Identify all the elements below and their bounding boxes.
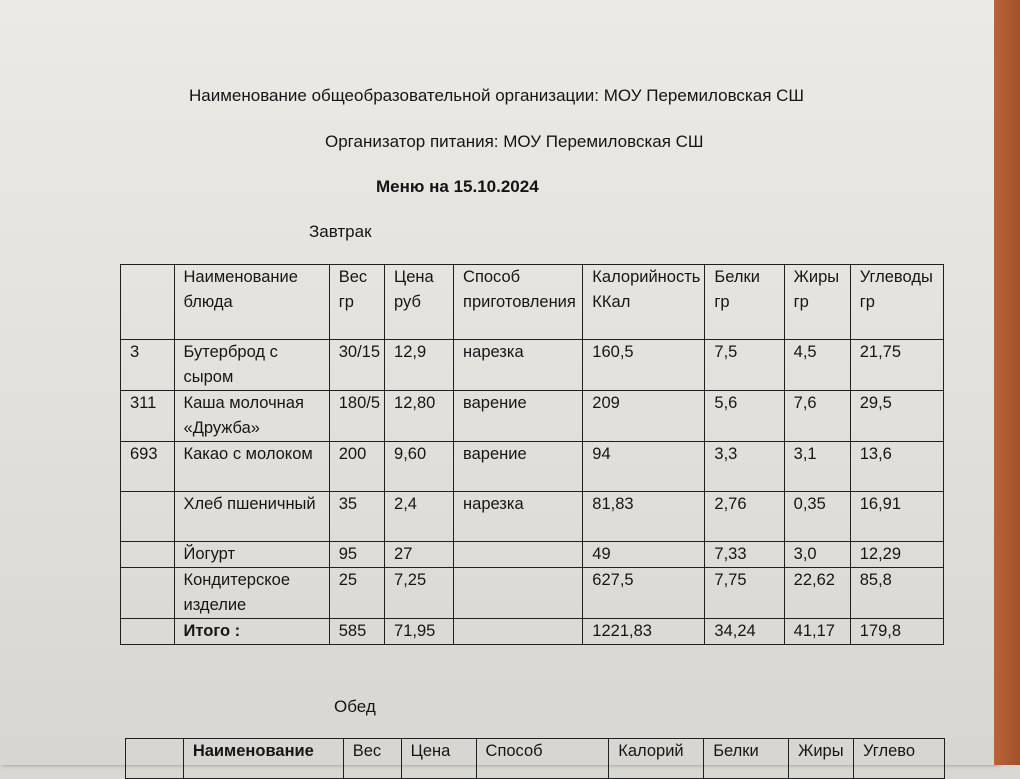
price: 2,4 — [385, 492, 454, 542]
lunch-table — [125, 738, 945, 779]
recipe-number — [121, 568, 175, 619]
fat: 0,35 — [784, 492, 850, 542]
carbs: 21,75 — [850, 340, 943, 391]
fat: 3,1 — [784, 442, 850, 492]
recipe-number: 693 — [121, 442, 175, 492]
fat: 7,6 — [784, 391, 850, 442]
weight: 95 — [329, 542, 384, 568]
total-protein: 34,24 — [705, 619, 784, 645]
empty-cell — [454, 619, 583, 645]
header-cell: Цена — [401, 739, 476, 779]
table-row — [121, 340, 944, 391]
weight: 180/5 — [329, 391, 384, 442]
header-cell — [126, 739, 184, 779]
protein: 3,3 — [705, 442, 784, 492]
protein: 7,75 — [705, 568, 784, 619]
carbs: 13,6 — [850, 442, 943, 492]
header-cell: Вес — [343, 739, 401, 779]
carbs: 29,5 — [850, 391, 943, 442]
fat: 3,0 — [784, 542, 850, 568]
header-cell: Углево — [854, 739, 945, 779]
calories: 49 — [583, 542, 705, 568]
calories: 94 — [583, 442, 705, 492]
total-calories: 1221,83 — [583, 619, 705, 645]
fat: 4,5 — [784, 340, 850, 391]
recipe-number — [121, 542, 175, 568]
breakfast-table — [120, 264, 944, 645]
carbs: 12,29 — [850, 542, 943, 568]
header-cell: Наименование — [183, 739, 343, 779]
table-row — [121, 391, 944, 442]
menu-title: Меню на 15.10.2024 — [376, 177, 539, 196]
total-weight: 585 — [329, 619, 384, 645]
organizer-line: Организатор питания: МОУ Перемиловская СШ — [325, 132, 704, 151]
protein: 5,6 — [705, 391, 784, 442]
dish-name: Какао с молоком — [174, 442, 329, 492]
empty-cell — [121, 619, 175, 645]
dish-name: Кондитерское изделие — [174, 568, 329, 619]
total-price: 71,95 — [385, 619, 454, 645]
header-cell: Белки гр — [705, 265, 784, 340]
header-cell: Жиры гр — [784, 265, 850, 340]
desk-edge — [994, 0, 1020, 765]
breakfast-section-title: Завтрак — [309, 222, 372, 241]
table-header-row — [126, 739, 945, 779]
organization-line: Наименование общеобразовательной организации: МОУ Перемиловская СШ — [189, 86, 804, 105]
header-cell: Углеводы гр — [850, 265, 943, 340]
protein: 7,5 — [705, 340, 784, 391]
lunch-section-title: Обед — [334, 697, 376, 716]
carbs: 16,91 — [850, 492, 943, 542]
cooking-method: нарезка — [454, 492, 583, 542]
table-row — [121, 568, 944, 619]
cooking-method — [454, 542, 583, 568]
dish-name: Хлеб пшеничный — [174, 492, 329, 542]
fat: 22,62 — [784, 568, 850, 619]
dish-name: Бутерброд с сыром — [174, 340, 329, 391]
cooking-method: нарезка — [454, 340, 583, 391]
cooking-method — [454, 568, 583, 619]
recipe-number: 311 — [121, 391, 175, 442]
table-row — [121, 542, 944, 568]
weight: 30/15 — [329, 340, 384, 391]
table-row — [121, 492, 944, 542]
price: 7,25 — [385, 568, 454, 619]
price: 12,80 — [385, 391, 454, 442]
table-header-row — [121, 265, 944, 340]
header-cell: Калорий — [609, 739, 704, 779]
dish-name: Каша молочная «Дружба» — [174, 391, 329, 442]
recipe-number — [121, 492, 175, 542]
calories: 81,83 — [583, 492, 705, 542]
weight: 25 — [329, 568, 384, 619]
calories: 160,5 — [583, 340, 705, 391]
header-cell: Белки — [704, 739, 789, 779]
calories: 627,5 — [583, 568, 705, 619]
header-cell: Способ — [476, 739, 609, 779]
total-carbs: 179,8 — [850, 619, 943, 645]
dish-name: Йогурт — [174, 542, 329, 568]
weight: 35 — [329, 492, 384, 542]
total-label: Итого : — [174, 619, 329, 645]
price: 12,9 — [385, 340, 454, 391]
header-cell: Цена руб — [385, 265, 454, 340]
cooking-method: варение — [454, 391, 583, 442]
header-cell: Способ приготовления — [454, 265, 583, 340]
protein: 2,76 — [705, 492, 784, 542]
calories: 209 — [583, 391, 705, 442]
table-total-row — [121, 619, 944, 645]
cooking-method: варение — [454, 442, 583, 492]
header-cell: Вес гр — [329, 265, 384, 340]
table-row — [121, 442, 944, 492]
header-cell: Наименование блюда — [174, 265, 329, 340]
header-cell — [121, 265, 175, 340]
weight: 200 — [329, 442, 384, 492]
header-cell: Жиры — [789, 739, 854, 779]
recipe-number: 3 — [121, 340, 175, 391]
price: 9,60 — [385, 442, 454, 492]
carbs: 85,8 — [850, 568, 943, 619]
price: 27 — [385, 542, 454, 568]
header-cell: Калорийность ККал — [583, 265, 705, 340]
total-fat: 41,17 — [784, 619, 850, 645]
protein: 7,33 — [705, 542, 784, 568]
